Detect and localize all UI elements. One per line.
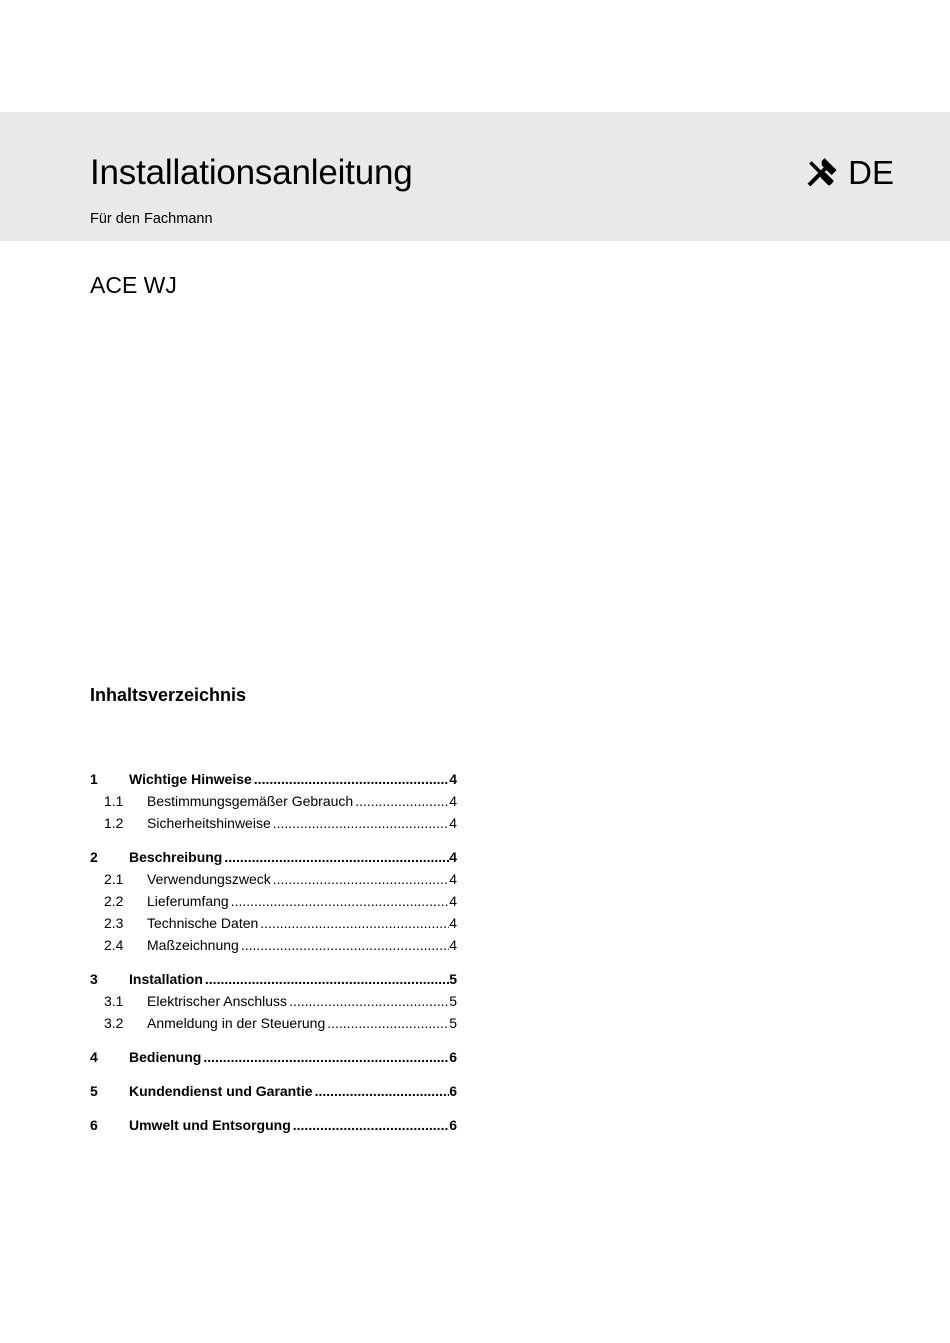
toc-subentry[interactable] <box>90 890 457 912</box>
toc-subentry[interactable] <box>90 812 457 834</box>
document-title: Installationsanleitung <box>90 153 413 192</box>
toc-entry-number: 2 <box>90 849 98 865</box>
toc-entry-title: Kundendienst und Garantie <box>129 1083 313 1099</box>
tools-icon <box>804 156 838 190</box>
toc-entry[interactable] <box>90 1046 457 1068</box>
toc-subentry[interactable] <box>90 912 457 934</box>
toc-leader-dots <box>229 890 449 912</box>
toc-entry-title: Umwelt und Entsorgung <box>129 1117 291 1133</box>
toc-entry-title: Installation <box>129 971 203 987</box>
toc-leader-dots <box>271 868 449 890</box>
toc-section <box>90 1114 457 1136</box>
toc-section <box>90 768 457 834</box>
toc-leader-dots <box>201 1046 449 1068</box>
toc-entry-number: 5 <box>90 1083 98 1099</box>
toc-leader-dots <box>258 912 449 934</box>
toc-entry-page: 4 <box>449 871 457 887</box>
toc-entry-number: 1.1 <box>104 793 124 809</box>
toc-entry-number: 1 <box>90 771 98 787</box>
toc-entry-title: Technische Daten <box>147 915 259 931</box>
toc-subentry[interactable] <box>90 868 457 890</box>
toc-entry[interactable] <box>90 968 457 990</box>
toc-heading: Inhaltsverzeichnis <box>90 685 247 705</box>
toc-entry-number: 3.2 <box>104 1015 124 1031</box>
toc-entry-page: 4 <box>449 815 457 831</box>
toc-subentry[interactable] <box>90 990 457 1012</box>
language-code: DE <box>848 154 894 191</box>
toc-leader-dots <box>313 1080 450 1102</box>
toc-subentry[interactable] <box>90 1012 457 1034</box>
toc-entry-title: Sicherheitshinweise <box>147 815 271 831</box>
toc-entry-number: 2.2 <box>104 893 124 909</box>
language-indicator <box>804 154 894 192</box>
toc-entry[interactable] <box>90 768 457 790</box>
toc-leader-dots <box>239 934 449 956</box>
toc-entry-title: Lieferumfang <box>147 893 229 909</box>
toc-entry-title: Elektrischer Anschluss <box>147 993 288 1009</box>
toc-leader-dots <box>353 790 449 812</box>
toc-entry-title: Wichtige Hinweise <box>129 771 252 787</box>
toc-section <box>90 968 457 1034</box>
toc-entry-page: 6 <box>449 1117 457 1133</box>
document-subtitle: Für den Fachmann <box>90 211 213 227</box>
toc-entry-number: 3.1 <box>104 993 124 1009</box>
toc-entry-title: Bestimmungsgemäßer Gebrauch <box>147 793 354 809</box>
toc-entry-page: 5 <box>449 1015 457 1031</box>
toc-entry-page: 6 <box>449 1049 457 1065</box>
toc-entry-page: 5 <box>449 971 457 987</box>
toc-entry-number: 1.2 <box>104 815 124 831</box>
toc-leader-dots <box>287 990 449 1012</box>
toc-section <box>90 1046 457 1068</box>
toc-entry-title: Bedienung <box>129 1049 202 1065</box>
toc-entry-number: 2.1 <box>104 871 124 887</box>
toc-entry-number: 2.3 <box>104 915 124 931</box>
toc-entry-number: 3 <box>90 971 98 987</box>
toc-entry-title: Maßzeichnung <box>147 937 239 953</box>
toc-entry-number: 4 <box>90 1049 98 1065</box>
toc-section <box>90 1080 457 1102</box>
product-name: ACE WJ <box>90 272 177 298</box>
toc-entry-page: 5 <box>449 993 457 1009</box>
toc-entry-page: 4 <box>449 793 457 809</box>
toc-entry-page: 4 <box>449 771 457 787</box>
toc-leader-dots <box>203 968 449 990</box>
toc-entry-title: Anmeldung in der Steuerung <box>147 1015 326 1031</box>
toc-entry-page: 4 <box>449 915 457 931</box>
toc-entry[interactable] <box>90 846 457 868</box>
toc-entry-number: 2.4 <box>104 937 124 953</box>
toc-leader-dots <box>252 768 449 790</box>
toc-section <box>90 846 457 956</box>
toc-leader-dots <box>222 846 449 868</box>
toc-entry-page: 6 <box>449 1083 457 1099</box>
toc-entry[interactable] <box>90 1080 457 1102</box>
toc-entry-title: Beschreibung <box>129 849 223 865</box>
toc-leader-dots <box>271 812 449 834</box>
toc-entry-title: Verwendungszweck <box>147 871 271 887</box>
toc-leader-dots <box>291 1114 449 1136</box>
toc-entry-page: 4 <box>449 893 457 909</box>
toc-entry-page: 4 <box>449 849 457 865</box>
toc-subentry[interactable] <box>90 934 457 956</box>
table-of-contents <box>90 768 457 1148</box>
toc-entry-number: 6 <box>90 1117 98 1133</box>
toc-subentry[interactable] <box>90 790 457 812</box>
toc-leader-dots <box>325 1012 449 1034</box>
toc-entry[interactable] <box>90 1114 457 1136</box>
toc-entry-page: 4 <box>449 937 457 953</box>
